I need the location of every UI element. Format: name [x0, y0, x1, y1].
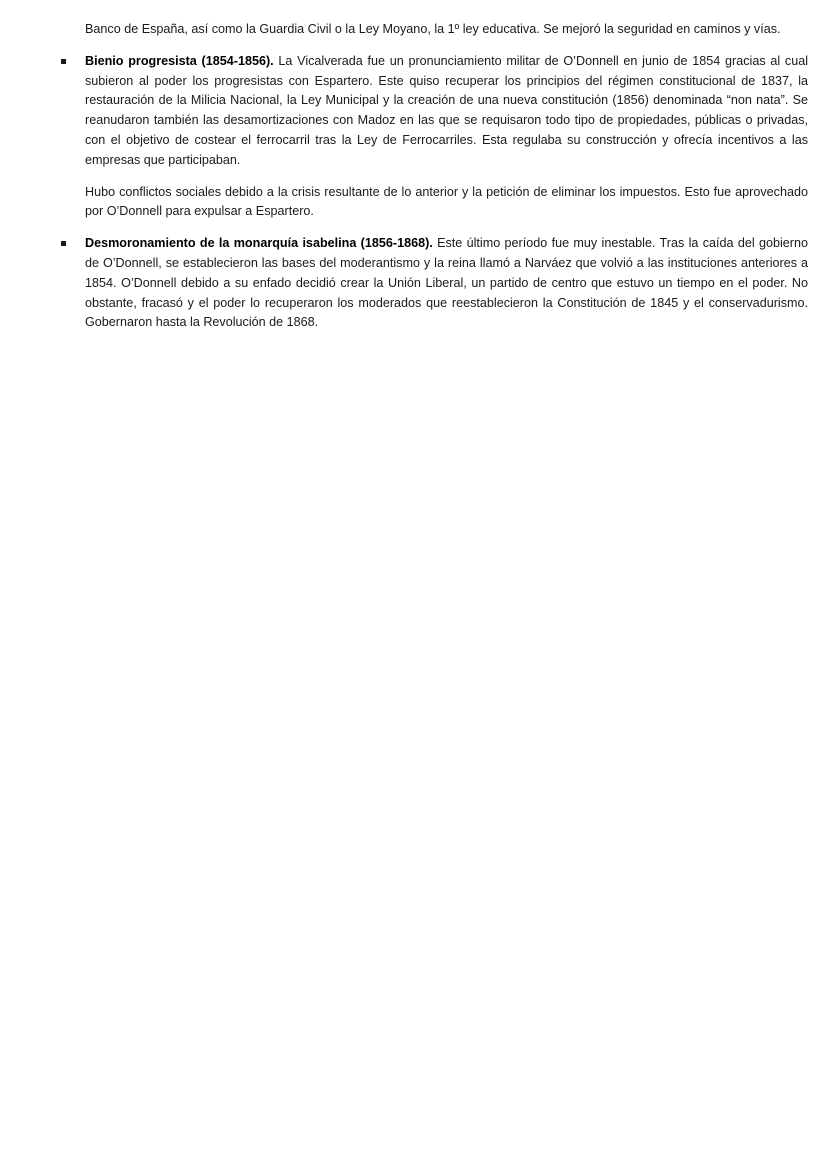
followup-paragraph: Hubo conflictos sociales debido a la crisis resultante de lo anterior y la petición de eliminar los impuestos. Esto fue aprovechado por O’Donnell para expulsar a Espartero. — [85, 184, 808, 219]
continuation-paragraph: Banco de España, así como la Guardia Civil o la Ley Moyano, la 1º ley educativa. Se mejoró la seguridad en caminos y vías. — [85, 22, 781, 36]
list-item-desmoronamiento — [85, 234, 808, 333]
square-bullet-icon — [61, 59, 66, 64]
list-item-text: Este último período fue muy inestable. Tras la caída del gobierno de O’Donnell, se establecieron las bases del moderantismo y la reina llamó a Narváez que volvió a las instituciones anteriores a 1854. O’Donnell debido a su enfado decidió crear la Unión Liberal, un partido de centro que estuvo un tiempo en el poder. No obstante, fracasó y el poder lo recuperaron los moderados que reestablecieron la Constitución de 1845 y el conservadurismo. Gobernaron hasta la Revolución de 1868. — [85, 236, 808, 330]
square-bullet-icon — [61, 241, 66, 246]
list-item-paragraph — [85, 52, 808, 171]
list-item-paragraph — [85, 234, 808, 333]
document-content — [85, 20, 808, 345]
list-item-text: La Vicalverada fue un pronunciamiento militar de O’Donnell en junio de 1854 gracias al cual subieron al poder los progresistas con Espartero. Este quiso recuperar los principios del régimen constitucional de 1837, la restauración de la Milicia Nacional, la Ley Municipal y la creación de una nueva constitución (1856) denominada “non nata”. Se reanudaron también las desamortizaciones con Madoz en las que se requisaron todo tipo de propiedades, públicas o privadas, con el objetivo de costear el ferrocarril tras la Ley de Ferrocarriles. Esta regulaba su construcción y ofrecía incentivos a las empresas que participaban. — [85, 53, 808, 167]
list-item-heading: Bienio progresista (1854-1856). — [85, 53, 274, 68]
list-item-bienio-progresista — [85, 52, 808, 171]
list-item-heading: Desmoronamiento de la monarquía isabelina (1856-1868). — [85, 236, 433, 251]
